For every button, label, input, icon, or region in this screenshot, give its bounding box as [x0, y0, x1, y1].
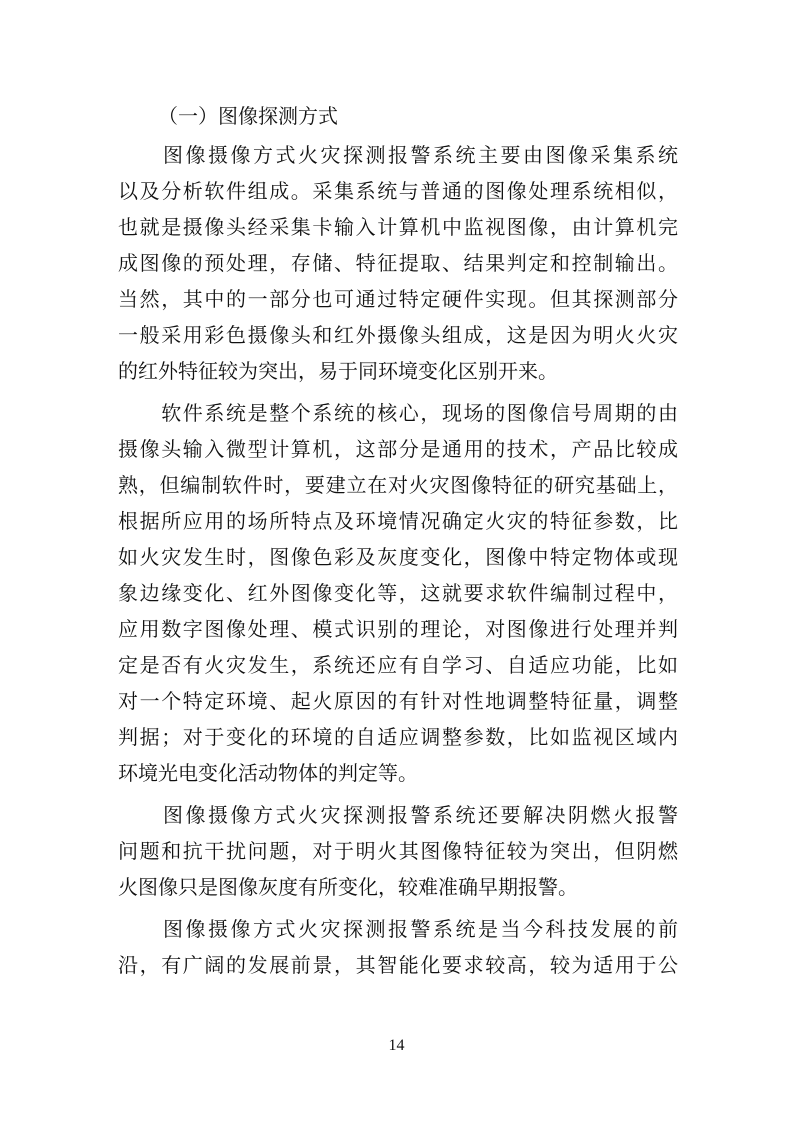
text-line: 定是否有火灾发生，系统还应有自学习、自适应功能，比如 [118, 653, 678, 677]
text-line: 对一个特定环境、起火原因的有针对性地调整特征量，调整 [118, 689, 678, 713]
text-line: 的红外特征较为突出，易于同环境变化区别开来。 [118, 359, 558, 383]
text-line: 问题和抗干扰问题，对于明火其图像特征较为突出，但阴燃 [118, 839, 678, 863]
text-line: 以及分析软件组成。采集系统与普通的图像处理系统相似， [118, 179, 678, 203]
text-line: 也就是摄像头经采集卡输入计算机中监视图像，由计算机完 [118, 215, 678, 239]
text-line: 火图像只是图像灰度有所变化，较难准确早期报警。 [118, 875, 578, 899]
text-line: 当然，其中的一部分也可通过特定硬件实现。但其探测部分 [118, 287, 678, 311]
text-line: 环境光电变化活动物体的判定等。 [118, 761, 418, 785]
text-line: 沿，有广阔的发展前景，其智能化要求较高，较为适用于公 [118, 953, 678, 977]
text-line: 一般采用彩色摄像头和红外摄像头组成，这是因为明火火灾 [118, 323, 678, 347]
text-line: 根据所应用的场所特点及环境情况确定火灾的特征参数，比 [118, 509, 678, 533]
text-line: 象边缘变化、红外图像变化等，这就要求软件编制过程中， [118, 581, 678, 605]
text-line: 图像摄像方式火灾探测报警系统主要由图像采集系统 [118, 143, 678, 167]
text-line: 如火灾发生时，图像色彩及灰度变化，图像中特定物体或现 [118, 545, 678, 569]
text-line: 熟，但编制软件时，要建立在对火灾图像特征的研究基础上， [118, 473, 678, 497]
text-line: 图像摄像方式火灾探测报警系统还要解决阴燃火报警 [118, 803, 678, 827]
page-number: 14 [388, 1037, 405, 1054]
text-line: 摄像头输入微型计算机，这部分是通用的技术，产品比较成 [118, 437, 678, 461]
text-line: 软件系统是整个系统的核心，现场的图像信号周期的由 [118, 401, 678, 425]
text-line: 图像摄像方式火灾探测报警系统是当今科技发展的前 [118, 917, 678, 941]
text-line: 判据；对于变化的环境的自适应调整参数，比如监视区域内 [118, 725, 678, 749]
text-line: 成图像的预处理，存储、特征提取、结果判定和控制输出。 [118, 251, 678, 275]
section-heading: （一）图像探测方式 [158, 104, 338, 128]
text-line: 应用数字图像处理、模式识别的理论，对图像进行处理并判 [118, 617, 678, 641]
